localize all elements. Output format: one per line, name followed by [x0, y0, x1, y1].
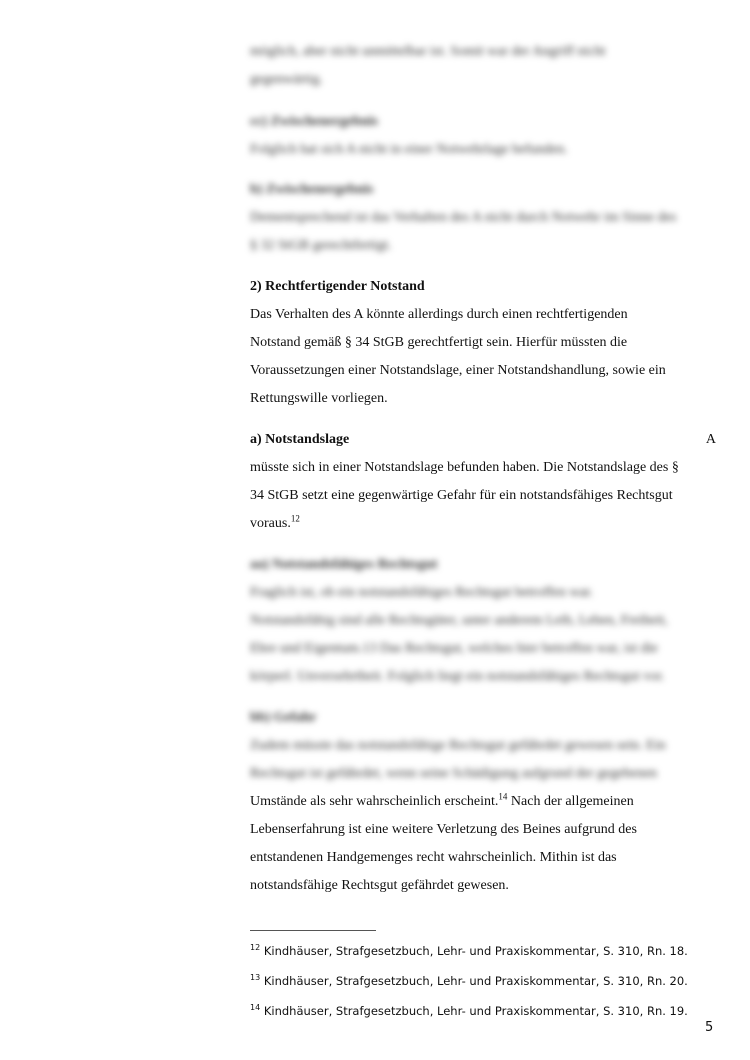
paragraph-line: entstandenen Handgemenges recht wahrscheinlich. Mithin ist das — [250, 850, 617, 865]
paragraph-line: Das Verhalten des A könnte allerdings durch einen rechtfertigenden — [250, 307, 628, 322]
paragraph-line: müsste sich in einer Notstandslage befunden haben. Die Notstandslage des § — [250, 460, 679, 475]
blurred-heading-bb: bb) Gefahr — [250, 710, 317, 725]
footnote-reference[interactable]: 12 — [290, 513, 300, 524]
blurred-line: gegenwärtig. — [250, 72, 323, 87]
footnote-13 — [250, 974, 688, 988]
footnote-number: 13 — [250, 973, 261, 983]
footnote-14 — [250, 1004, 688, 1018]
blurred-cc-block — [250, 108, 716, 164]
blurred-b-block — [250, 176, 716, 260]
footnote-text: Kindhäuser, Strafgesetzbuch, Lehr- und Praxiskommentar, S. 310, Rn. 18. — [260, 944, 688, 958]
page-number: 5 — [705, 1020, 714, 1035]
blurred-line: Rechtsgut ist gefährdet, wenn seine Schädigung aufgrund der gegebenen — [250, 766, 658, 781]
heading-row — [250, 426, 716, 454]
paragraph-line: Notstand gemäß § 34 StGB gerechtfertigt sein. Hierfür müssten die — [250, 335, 628, 350]
paragraph-line — [250, 510, 716, 538]
blurred-bb-block — [250, 704, 716, 788]
footnote-12 — [250, 944, 688, 958]
blurred-line: körperl. Unversehrtheit. Folglich liegt ein notstandsfähiges Rechtsgut vor. — [250, 669, 665, 684]
paragraph-line: 34 StGB setzt eine gegenwärtige Gefahr für ein notstandsfähiges Rechtsgut — [250, 488, 673, 503]
line-text: Nach der allgemeinen — [507, 794, 634, 809]
blurred-aa-block — [250, 551, 716, 691]
footnote-number: 14 — [250, 1003, 261, 1013]
footnote-separator — [250, 930, 376, 931]
blurred-line: Ehre und Eigentum.13 Das Rechtsgut, welches hier betroffen war, ist die — [250, 641, 658, 656]
blurred-heading-aa: aa) Notstandsfähiges Rechtsgut — [250, 557, 438, 572]
blurred-line: möglich, aber nicht unmittelbar ist. Somit war der Angriff nicht — [250, 44, 606, 59]
paragraph-line: notstandsfähige Rechtsgut gefährdet gewesen. — [250, 878, 509, 893]
footnote-reference[interactable]: 14 — [498, 791, 508, 802]
section-heading: a) Notstandslage — [250, 432, 350, 447]
paragraph-line: Lebenserfahrung ist eine weitere Verletzung des Beines aufgrund des — [250, 822, 637, 837]
line-text: Umstände als sehr wahrscheinlich erscheint. — [250, 794, 499, 809]
blurred-top-block — [250, 38, 716, 94]
blurred-line: Folglich hat sich A nicht in einer Notwehrlage befunden. — [250, 142, 568, 157]
footnote-text: Kindhäuser, Strafgesetzbuch, Lehr- und Praxiskommentar, S. 310, Rn. 19. — [260, 1004, 688, 1018]
paragraph-line — [250, 788, 716, 816]
paragraph-line: Voraussetzungen einer Notstandslage, einer Notstandshandlung, sowie ein — [250, 363, 666, 378]
blurred-line: Dementsprechend ist das Verhalten des A nicht durch Notwehr im Sinne des — [250, 210, 677, 225]
blurred-line: Notstandsfähig sind alle Rechtsgüter, unter anderem Leib, Leben, Freiheit, — [250, 613, 668, 628]
trailing-word: A — [705, 432, 716, 447]
blurred-line: Zudem müsste das notstandsfähige Rechtsgut gefährdet gewesen sein. Ein — [250, 738, 666, 753]
section-notstandslage — [250, 426, 716, 538]
footnote-text: Kindhäuser, Strafgesetzbuch, Lehr- und Praxiskommentar, S. 310, Rn. 20. — [260, 974, 688, 988]
section-heading: 2) Rechtfertigender Notstand — [250, 279, 425, 294]
section-rechtfertigender-notstand — [250, 273, 716, 413]
blurred-heading-cc: cc) Zwischenergebnis — [250, 114, 378, 129]
line-text: voraus. — [250, 516, 291, 531]
footnote-number: 12 — [250, 943, 261, 953]
paragraph-line: Rettungswille vorliegen. — [250, 391, 388, 406]
blurred-line: Fraglich ist, ob ein notstandsfähiges Rechtsgut betroffen war. — [250, 585, 594, 600]
blurred-heading-b: b) Zwischenergebnis — [250, 182, 374, 197]
blurred-line: § 32 StGB gerechtfertigt. — [250, 238, 392, 253]
section-gefahr-continuation — [250, 788, 716, 900]
